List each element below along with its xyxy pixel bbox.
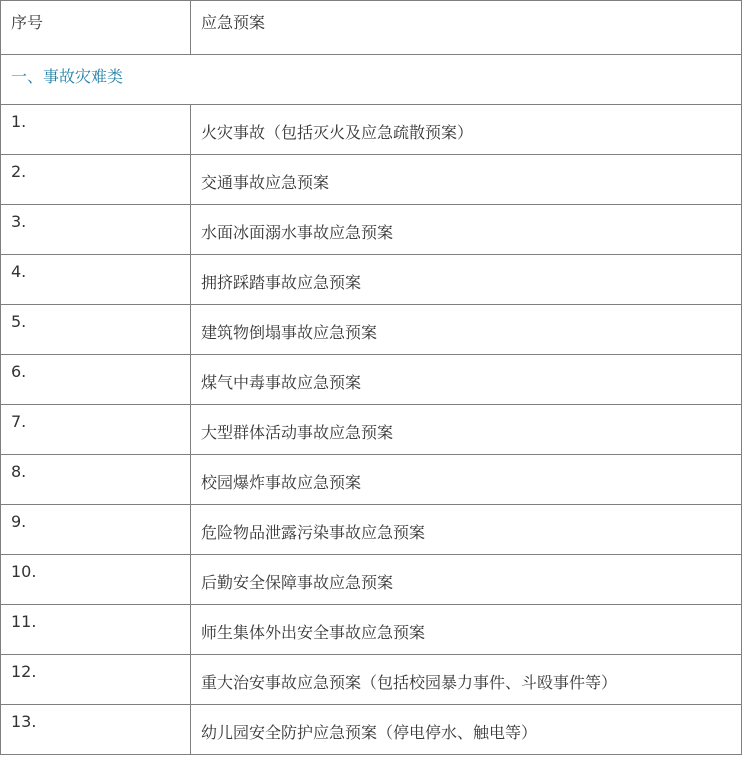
row-plan-name: 师生集体外出安全事故应急预案 [191, 605, 742, 655]
row-number: 1. [1, 105, 191, 155]
table-row [1, 455, 742, 505]
section-title: 一、事故灾难类 [1, 55, 742, 105]
table-row [1, 505, 742, 555]
row-number: 8. [1, 455, 191, 505]
row-plan-name: 交通事故应急预案 [191, 155, 742, 205]
section-row [1, 55, 742, 105]
table-row [1, 605, 742, 655]
table-row [1, 255, 742, 305]
row-plan-name: 校园爆炸事故应急预案 [191, 455, 742, 505]
row-number: 10. [1, 555, 191, 605]
row-plan-name: 水面冰面溺水事故应急预案 [191, 205, 742, 255]
row-number: 9. [1, 505, 191, 555]
table-row [1, 705, 742, 755]
table-row [1, 655, 742, 705]
row-plan-name: 重大治安事故应急预案（包括校园暴力事件、斗殴事件等） [191, 655, 742, 705]
row-number: 7. [1, 405, 191, 455]
row-number: 2. [1, 155, 191, 205]
row-number: 5. [1, 305, 191, 355]
row-number: 13. [1, 705, 191, 755]
row-plan-name: 拥挤踩踏事故应急预案 [191, 255, 742, 305]
row-plan-name: 幼儿园安全防护应急预案（停电停水、触电等） [191, 705, 742, 755]
row-plan-name: 建筑物倒塌事故应急预案 [191, 305, 742, 355]
table-row [1, 105, 742, 155]
header-plan: 应急预案 [191, 1, 742, 55]
row-plan-name: 煤气中毒事故应急预案 [191, 355, 742, 405]
row-plan-name: 危险物品泄露污染事故应急预案 [191, 505, 742, 555]
row-number: 12. [1, 655, 191, 705]
table-row [1, 405, 742, 455]
table-row [1, 355, 742, 405]
table-row [1, 555, 742, 605]
row-plan-name: 后勤安全保障事故应急预案 [191, 555, 742, 605]
row-number: 6. [1, 355, 191, 405]
row-plan-name: 大型群体活动事故应急预案 [191, 405, 742, 455]
row-plan-name: 火灾事故（包括灭火及应急疏散预案） [191, 105, 742, 155]
row-number: 11. [1, 605, 191, 655]
row-number: 3. [1, 205, 191, 255]
row-number: 4. [1, 255, 191, 305]
table-row [1, 205, 742, 255]
table-row [1, 305, 742, 355]
table-row [1, 155, 742, 205]
header-row [1, 1, 742, 55]
header-serial: 序号 [1, 1, 191, 55]
